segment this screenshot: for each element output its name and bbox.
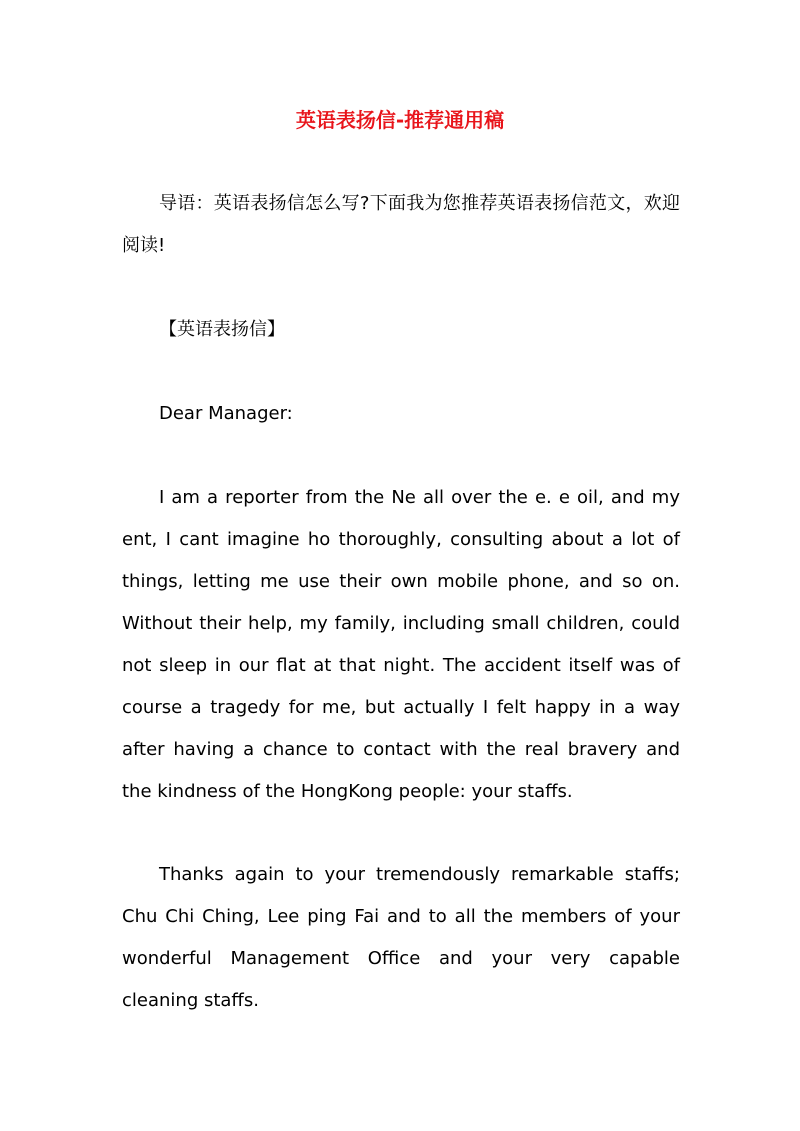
letter-paragraph-1: I am a reporter from the Ne all over the e. e oil, and my ent, I cant imagine ho thoroughly, consulting about a lot of things, letting me use their own mobile phone, and so on. Without their help, my family, including small children, could not sleep in our flat at that night. The accident itself was of course a tragedy for me, but actually I felt happy in a way after having a chance to contact with the real bravery and the kindness of the HongKong people: your staffs. [122,487,680,802]
section-heading: 【英语表扬信】 [159,319,285,340]
letter-paragraph-2: Thanks again to your tremendously remarkable staffs; Chu Chi Ching, Lee ping Fai and to all the members of your wonderful Management Office and your very capable cleaning staffs. [122,864,680,1011]
document-title: 英语表扬信-推荐通用稿 [295,108,505,132]
letter-greeting: Dear Manager: [159,403,293,424]
intro-paragraph: 导语：英语表扬信怎么写?下面我为您推荐英语表扬信范文，欢迎阅读! [122,193,680,256]
